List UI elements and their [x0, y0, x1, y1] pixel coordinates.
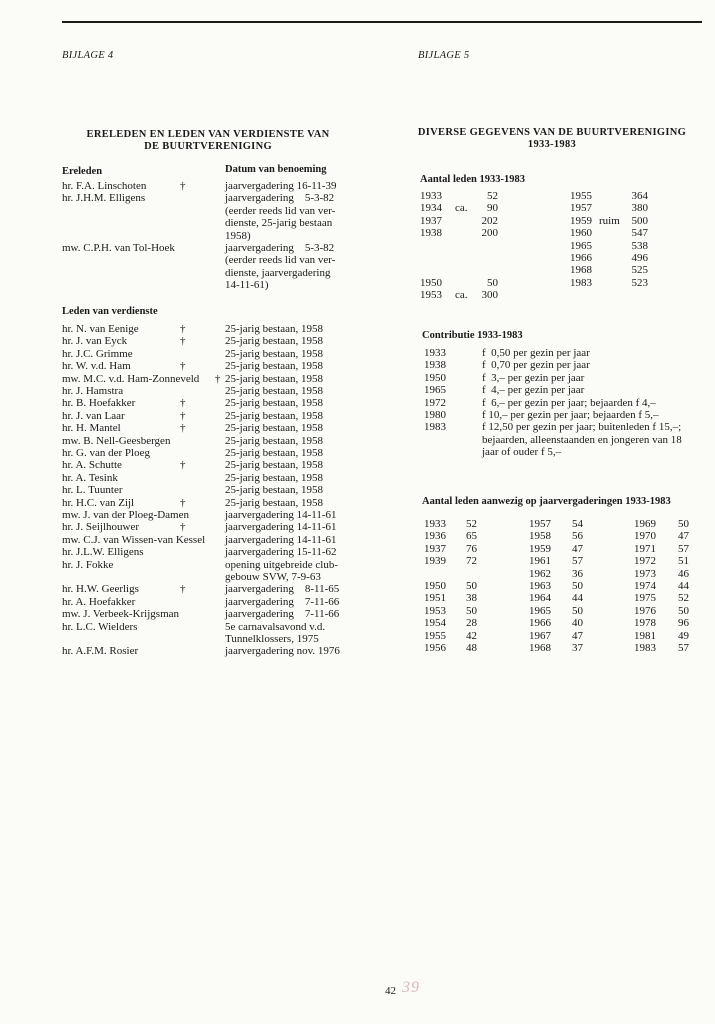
aanwezig-year: 1968 — [529, 642, 551, 654]
lid-date: gebouw SVW, 7-9-63 — [225, 571, 321, 583]
lid-name: hr. H. Mantel — [62, 422, 121, 435]
aanwezig-year: 1969 — [634, 518, 656, 530]
lid-name: mw. M.C. v.d. Ham-Zonneveld — [62, 372, 200, 385]
lid-name: hr. J. Fokke — [62, 558, 114, 571]
lid-date: 25-jarig bestaan, 1958 — [225, 471, 324, 484]
lid-name: hr. J. van Eyck — [62, 335, 128, 348]
aanwezig-count: 52 — [466, 518, 477, 530]
left-title — [58, 129, 358, 153]
aanwezig-count: 57 — [678, 642, 689, 654]
lid-date: 25-jarig bestaan, 1958 — [225, 385, 324, 397]
leden-value: 364 — [631, 190, 648, 202]
leden-year: 1933 — [420, 190, 442, 202]
leden-ca: ca. — [455, 202, 468, 215]
aanwezig-count: 47 — [572, 542, 583, 555]
lid-date: 25-jarig bestaan, 1958 — [225, 434, 324, 447]
leden-year: 1957 — [570, 202, 592, 215]
aanwezig-year: 1956 — [424, 642, 446, 654]
erelid-date: dienste, 25-jarig bestaan — [225, 217, 333, 230]
leden-value: 90 — [487, 202, 498, 215]
lid-name: hr. A.F.M. Rosier — [62, 645, 139, 658]
leden-value: 300 — [481, 289, 498, 302]
deceased-cross-icon: † — [180, 323, 186, 335]
aanwezig-year: 1973 — [634, 567, 656, 580]
aanwezig-count: 50 — [466, 604, 477, 617]
aanwezig-count: 40 — [572, 617, 583, 630]
leden-value: 200 — [481, 227, 498, 240]
deceased-cross-icon: † — [180, 409, 186, 422]
lid-date: 25-jarig bestaan, 1958 — [225, 323, 324, 335]
aanwezig-year: 1950 — [424, 580, 446, 592]
lid-name: mw. B. Nell-Geesbergen — [62, 434, 171, 447]
erelid-name: hr. J.H.M. Elligens — [62, 192, 146, 205]
aanwezig-year: 1936 — [424, 530, 446, 543]
lid-name: hr. W. v.d. Ham — [62, 360, 131, 373]
page-number: 42 — [385, 985, 396, 997]
deceased-cross-icon: † — [180, 397, 186, 410]
lid-date: 25-jarig bestaan, 1958 — [225, 496, 324, 509]
leden-year: 1953 — [420, 289, 442, 302]
leden-year: 1937 — [420, 214, 442, 227]
lid-name: hr. J. Hamstra — [62, 385, 124, 397]
contributie-text: f 4,– per gezin per jaar — [482, 384, 585, 397]
leden-value: 202 — [481, 214, 498, 227]
aanwezig-year: 1972 — [634, 555, 656, 568]
lid-date: 25-jarig bestaan, 1958 — [225, 397, 324, 410]
contributie-year: 1972 — [424, 396, 446, 409]
contributie-year: 1983 — [424, 421, 446, 434]
left-title-line1: ERELEDEN EN LEDEN VAN VERDIENSTE VAN — [86, 129, 330, 140]
contributie-year: 1938 — [424, 359, 446, 372]
lid-date: jaarvergadering 8-11-65 — [225, 583, 340, 596]
aanwezig-count: 56 — [572, 530, 583, 543]
lid-name: hr. L.C. Wielders — [62, 620, 138, 633]
aanwezig-year: 1983 — [634, 642, 656, 654]
aanwezig-count: 51 — [678, 555, 689, 568]
contributie-text: jaar of ouder f 5,– — [482, 446, 562, 459]
aanwezig-count: 72 — [466, 555, 477, 568]
erelid-date: jaarvergadering 5-3-82 — [225, 192, 335, 205]
leden-value: 50 — [487, 276, 498, 289]
aanwezig-count: 44 — [678, 580, 689, 592]
lid-name: hr. J.C. Grimme — [62, 347, 133, 360]
contributie-text: f 3,– per gezin per jaar — [482, 371, 585, 384]
leden-ca: ca. — [455, 289, 468, 302]
aanwezig-year: 1966 — [529, 617, 551, 630]
aanwezig-year: 1951 — [424, 592, 446, 605]
aanwezig-count: 47 — [572, 629, 583, 642]
leden-value: 538 — [631, 239, 648, 252]
lid-name: hr. L. Tuunter — [62, 484, 123, 497]
deceased-cross-icon: † — [180, 180, 186, 192]
lid-date: jaarvergadering 7-11-66 — [225, 595, 340, 608]
deceased-cross-icon: † — [180, 496, 186, 509]
leden-year: 1955 — [570, 190, 592, 202]
aanwezig-count: 52 — [678, 592, 689, 605]
contributie-text: f 12,50 per gezin per jaar; buitenleden f 15,–; — [482, 421, 682, 434]
bijlage-4-label: BIJLAGE 4 — [62, 50, 114, 61]
lid-date: 5e carnavalsavond v.d. — [225, 620, 326, 633]
aanwezig-year: 1962 — [529, 567, 551, 580]
leden-year: 1959 — [570, 214, 592, 227]
aanwezig-count: 47 — [678, 530, 689, 543]
right-title — [412, 127, 692, 151]
lid-name: hr. J. van Laar — [62, 409, 125, 422]
lid-date: 25-jarig bestaan, 1958 — [225, 335, 324, 348]
aanwezig-year: 1937 — [424, 542, 446, 555]
aanwezig-year: 1964 — [529, 592, 551, 605]
erelid-date: dienste, jaarvergadering — [225, 266, 331, 279]
aanwezig-count: 50 — [466, 580, 477, 592]
leden-value: 547 — [631, 227, 648, 240]
aantal-leden-header: Aantal leden 1933-1983 — [420, 174, 525, 185]
aanwezig-year: 1954 — [424, 617, 446, 630]
lid-date: 25-jarig bestaan, 1958 — [225, 360, 324, 373]
aanwezig-year: 1974 — [634, 580, 656, 592]
aanwezig-count: 28 — [466, 617, 477, 630]
contributie-text: bejaarden, alleenstaanden en jongeren van 18 — [482, 433, 682, 446]
lid-name: hr. G. van der Ploeg — [62, 447, 150, 459]
lid-name: mw. C.J. van Wissen-van Kessel — [62, 533, 206, 546]
lid-name: hr. B. Hoefakker — [62, 397, 136, 410]
deceased-cross-icon: † — [180, 335, 186, 348]
lid-date: jaarvergadering 14-11-61 — [225, 521, 337, 534]
contributie-text: f 10,– per gezin per jaar; bejaarden f 5,– — [482, 409, 659, 421]
deceased-cross-icon: † — [180, 521, 186, 534]
lid-date: 25-jarig bestaan, 1958 — [225, 372, 324, 385]
aanwezig-count: 57 — [572, 555, 583, 568]
aanwezig-count: 57 — [678, 542, 689, 555]
leden-header: Leden van verdienste — [62, 306, 158, 317]
lid-name: mw. J. van der Ploeg-Damen — [62, 509, 189, 521]
deceased-cross-icon: † — [215, 372, 221, 385]
contributie-text: f 0,50 per gezin per jaar — [482, 347, 590, 359]
aanwezig-count: 50 — [572, 580, 583, 592]
right-title-line1: DIVERSE GEGEVENS VAN DE BUURTVERENIGING — [417, 127, 687, 138]
aanwezig-year: 1933 — [424, 518, 446, 530]
contributie-year: 1933 — [424, 347, 446, 359]
leden-year: 1968 — [570, 264, 592, 277]
leden-value: 500 — [631, 214, 648, 227]
contributie-year: 1980 — [424, 409, 446, 421]
deceased-cross-icon: † — [180, 583, 186, 596]
aanwezig-header: Aantal leden aanwezig op jaarvergaderingen 1933-1983 — [422, 496, 671, 507]
datum-header: Datum van benoeming — [225, 164, 327, 175]
leden-value: 523 — [631, 276, 648, 289]
lid-name: hr. A. Tesink — [62, 471, 118, 484]
lid-name: hr. J.L.W. Elligens — [62, 546, 144, 559]
left-title-line2: DE BUURTVERENIGING — [144, 141, 272, 152]
aanwezig-year: 1970 — [634, 530, 656, 543]
lid-date: jaarvergadering 7-11-66 — [225, 608, 340, 621]
aanwezig-count: 76 — [466, 542, 477, 555]
erelid-date: (eerder reeds lid van ver- — [225, 204, 336, 217]
erelid-date: jaarvergadering 5-3-82 — [225, 242, 335, 254]
erelid-date: (eerder reeds lid van ver- — [225, 254, 336, 267]
leden-value: 380 — [631, 202, 648, 215]
lid-name: hr. N. van Eenige — [62, 323, 139, 335]
lid-name: hr. A. Hoefakker — [62, 595, 136, 608]
lid-name: hr. H.W. Geerligs — [62, 583, 139, 596]
aanwezig-year: 1967 — [529, 629, 551, 642]
lid-date: jaarvergadering 14-11-61 — [225, 509, 337, 521]
aanwezig-year: 1971 — [634, 542, 656, 555]
lid-date: Tunnelklossers, 1975 — [225, 633, 319, 645]
contributie-header: Contributie 1933-1983 — [422, 330, 523, 341]
aanwezig-count: 36 — [572, 567, 583, 580]
lid-date: 25-jarig bestaan, 1958 — [225, 459, 324, 472]
lid-name: mw. J. Verbeek-Krijgsman — [62, 608, 180, 621]
lid-date: opening uitgebreide club- — [225, 558, 339, 571]
aanwezig-count: 54 — [572, 518, 583, 530]
aanwezig-count: 38 — [466, 592, 477, 605]
aanwezig-count: 37 — [572, 642, 583, 654]
aanwezig-count: 50 — [572, 604, 583, 617]
lid-date: 25-jarig bestaan, 1958 — [225, 447, 324, 459]
pencil-note: 39 — [402, 979, 420, 996]
aanwezig-year: 1963 — [529, 580, 551, 592]
leden-value: 496 — [631, 252, 648, 264]
aanwezig-year: 1939 — [424, 555, 446, 568]
aanwezig-year: 1961 — [529, 555, 551, 568]
lid-date: jaarvergadering nov. 1976 — [225, 645, 340, 658]
aanwezig-year: 1975 — [634, 592, 656, 605]
leden-year: 1965 — [570, 239, 592, 252]
contributie-year: 1950 — [424, 371, 446, 384]
aanwezig-year: 1958 — [529, 530, 551, 543]
erelid-name: hr. F.A. Linschoten — [62, 180, 147, 192]
deceased-cross-icon: † — [180, 422, 186, 435]
lid-date: 25-jarig bestaan, 1958 — [225, 347, 324, 360]
aanwezig-count: 96 — [678, 617, 689, 630]
ereleden-header: Ereleden — [62, 166, 103, 177]
deceased-cross-icon: † — [180, 459, 186, 472]
leden-ca: ruim — [599, 214, 620, 227]
leden-year: 1934 — [420, 202, 442, 215]
lid-date: jaarvergadering 15-11-62 — [225, 546, 337, 559]
aanwezig-year: 1953 — [424, 604, 446, 617]
top-rule — [62, 21, 702, 23]
aanwezig-year: 1955 — [424, 629, 446, 642]
aanwezig-count: 49 — [678, 629, 689, 642]
leden-year: 1966 — [570, 252, 592, 264]
bijlage-5-label: BIJLAGE 5 — [418, 50, 470, 61]
aanwezig-year: 1978 — [634, 617, 656, 630]
aanwezig-count: 44 — [572, 592, 583, 605]
erelid-date: jaarvergadering 16-11-39 — [225, 180, 337, 192]
aanwezig-year: 1957 — [529, 518, 551, 530]
aanwezig-count: 48 — [466, 642, 477, 654]
lid-name: hr. H.C. van Zijl — [62, 496, 135, 509]
leden-year: 1983 — [570, 276, 592, 289]
leden-year: 1938 — [420, 227, 442, 240]
lid-name: hr. A. Schutte — [62, 459, 122, 472]
aanwezig-year: 1976 — [634, 604, 656, 617]
aanwezig-count: 65 — [466, 530, 477, 543]
aanwezig-count: 50 — [678, 518, 689, 530]
contributie-text: f 0,70 per gezin per jaar — [482, 359, 590, 372]
erelid-date: 14-11-61) — [225, 279, 269, 292]
lid-date: 25-jarig bestaan, 1958 — [225, 484, 324, 497]
lid-date: 25-jarig bestaan, 1958 — [225, 409, 324, 422]
erelid-name: mw. C.P.H. van Tol-Hoek — [62, 242, 175, 254]
leden-year: 1950 — [420, 276, 442, 289]
leden-year: 1960 — [570, 227, 592, 240]
lid-date: 25-jarig bestaan, 1958 — [225, 422, 324, 435]
leden-value: 525 — [631, 264, 648, 277]
deceased-cross-icon: † — [180, 360, 186, 373]
erelid-date: 1958) — [225, 229, 251, 242]
aanwezig-year: 1959 — [529, 542, 551, 555]
aanwezig-count: 46 — [678, 567, 689, 580]
right-title-line2: 1933-1983 — [527, 139, 577, 150]
lid-date: jaarvergadering 14-11-61 — [225, 533, 337, 546]
aanwezig-year: 1965 — [529, 604, 551, 617]
contributie-text: f 6,– per gezin per jaar; bejaarden f 4,– — [482, 396, 656, 409]
aanwezig-count: 50 — [678, 604, 689, 617]
lid-name: hr. J. Seijlhouwer — [62, 521, 139, 534]
contributie-year: 1965 — [424, 384, 446, 397]
leden-value: 52 — [487, 190, 498, 202]
aanwezig-year: 1981 — [634, 629, 656, 642]
aanwezig-count: 42 — [466, 629, 477, 642]
